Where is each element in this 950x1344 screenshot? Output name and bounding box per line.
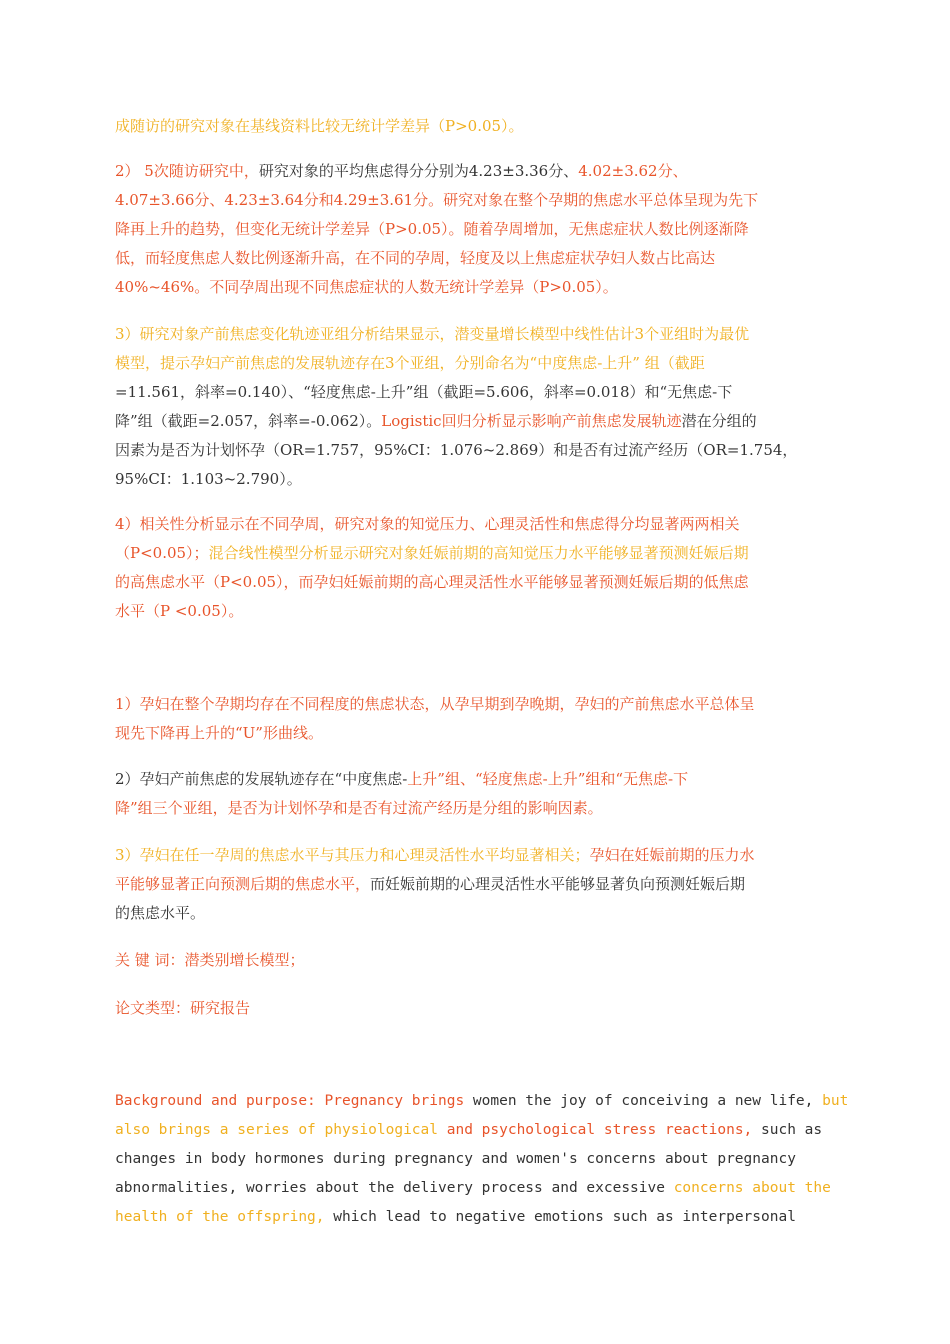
- text-segment: 关 键 词：潜类别增长模型；: [115, 951, 305, 969]
- text-segment: 上升”组、“轻度焦虑-上升”组和“无焦虑-下: [407, 770, 689, 788]
- text-segment: women the joy of conceiving a new life,: [464, 1093, 823, 1109]
- text-segment: 3）研究对象产前焦虑变化轨迹亚组分析结果显示，潜变量增长模型中线性估计3个亚组时为最优: [115, 325, 750, 343]
- text-line: [115, 765, 835, 794]
- text-segment: 混合线性模型分析显示研究对象妊娠前期的高知觉压力水平能够显著预测妊娠后期: [208, 544, 749, 562]
- text-line: [115, 539, 835, 568]
- text-segment: 成随访的研究对象在基线资料比较无统计学差异（P>0.05）。: [115, 117, 524, 135]
- paragraph-conclusion-2: [115, 765, 835, 823]
- text-segment: 水平（P <0.05）。: [115, 602, 244, 620]
- text-segment: 4.02±3.62分、: [578, 162, 688, 180]
- text-segment: 2）孕妇产前焦虑的发展轨迹存在“中度焦虑-: [115, 770, 408, 788]
- text-segment: 模型，提示孕妇产前焦虑的发展轨迹存在3个亚组，分别命名为“中度焦虑-上升” 组（截距: [115, 354, 705, 372]
- text-segment: changes in body hormones during pregnancy and women's concerns about pregnancy: [115, 1151, 796, 1167]
- text-line: [115, 597, 835, 626]
- text-segment: which lead to negative emotions such as interpersonal: [324, 1209, 796, 1225]
- text-line: [115, 1087, 849, 1116]
- text-line: [115, 407, 835, 436]
- text-segment: 降”组（截距=2.057，斜率=-0.062）。: [115, 412, 382, 430]
- text-line: [115, 690, 835, 719]
- text-segment: 低，而轻度焦虑人数比例逐渐升高，在不同的孕周，轻度及以上焦虑症状孕妇人数占比高达: [115, 249, 716, 267]
- text-segment: 论文类型：研究报告: [115, 999, 251, 1017]
- text-segment: such as: [752, 1122, 823, 1138]
- paragraph-result-2: [115, 157, 835, 302]
- text-line: [115, 994, 835, 1023]
- text-line: [115, 349, 835, 378]
- text-line: [115, 465, 835, 494]
- text-segment: 2） 5次随访研究中，: [115, 162, 259, 180]
- paper-type: [115, 994, 835, 1023]
- text-segment: （P<0.05）；: [115, 544, 209, 562]
- text-line: [115, 794, 835, 823]
- text-segment: 现先下降再上升的“U”形曲线。: [115, 724, 323, 742]
- text-segment: 的焦虑水平。: [115, 904, 206, 922]
- text-segment: 潜在分组的: [681, 412, 757, 430]
- paragraph-result-4: [115, 510, 835, 626]
- text-segment: 4.07±3.66分、4.23±3.64分和4.29±3.61分。: [115, 191, 444, 209]
- paragraph-conclusion-1: [115, 690, 835, 748]
- text-segment: =11.561，斜率=0.140）、“轻度焦虑-上升”组（截距=5.606，斜率=0.018）和“无焦虑-下: [115, 383, 733, 401]
- text-line: [115, 946, 835, 975]
- text-segment: but: [822, 1093, 849, 1109]
- text-line: [115, 1174, 835, 1203]
- text-segment: abnormalities, worries about the delivery process and excessive: [115, 1180, 674, 1196]
- paragraph-conclusion-3: [115, 841, 835, 928]
- text-line: [115, 568, 835, 597]
- text-line: [115, 510, 835, 539]
- text-segment: 降”组三个亚组，是否为计划怀孕和是否有过流产经历是分组的影响因素。: [115, 799, 603, 817]
- text-segment: 而妊娠前期的心理灵活性水平能够显著负向预测妊娠后期: [370, 875, 746, 893]
- text-segment: 因素为是否为计划怀孕（OR=1.757，95%CI：1.076~2.869）和是否有过流产经历（OR=1.754，: [115, 441, 798, 459]
- text-line: [115, 112, 835, 141]
- text-line: [115, 436, 835, 465]
- text-line: [115, 273, 835, 302]
- text-line: [115, 870, 835, 899]
- text-line: [115, 320, 835, 349]
- text-segment: and psychological stress reactions,: [446, 1122, 753, 1138]
- text-segment: 的高焦虑水平（P<0.05），而孕妇妊娠前期的高心理灵活性水平能够显著预测妊娠后期的低焦虑: [115, 573, 749, 591]
- text-line: [115, 719, 835, 748]
- paragraph-baseline-result: [115, 112, 835, 141]
- text-line: [115, 186, 835, 215]
- text-segment: 4）相关性分析显示在不同孕周，研究对象的知觉压力、心理灵活性和焦虑得分均显著两两相关: [115, 515, 740, 533]
- text-line: [115, 244, 835, 273]
- text-line: [115, 1145, 835, 1174]
- text-line: [115, 1203, 835, 1232]
- text-segment: Background and purpose: Pregnancy brings: [115, 1093, 465, 1109]
- text-segment: 40%~46%。不同孕周出现不同焦虑症状的人数无统计学差异（P>0.05）。: [115, 278, 618, 296]
- text-segment: 3）孕妇在任一孕周的焦虑水平与其压力和心理灵活性水平均显著相关；: [115, 846, 590, 864]
- text-segment: 孕妇在妊娠前期的压力水: [589, 846, 755, 864]
- text-segment: 降再上升的趋势，但变化无统计学差异（P>0.05）。随着孕周增加，无焦虑症状人数比例逐渐降: [115, 220, 749, 238]
- text-segment: 研究对象在整个孕期的焦虑水平总体呈现为先下: [443, 191, 759, 209]
- text-line: [115, 157, 835, 186]
- text-segment: also brings a series of physiological: [115, 1122, 447, 1138]
- text-segment: concerns about the: [673, 1180, 831, 1196]
- text-segment: 平能够显著正向预测后期的焦虑水平，: [115, 875, 371, 893]
- text-line: [115, 841, 835, 870]
- keywords: [115, 946, 835, 975]
- text-segment: 95%CI：1.103~2.790）。: [115, 470, 302, 488]
- text-line: [115, 215, 835, 244]
- text-segment: Logistic回归分析显示影响产前焦虑发展轨迹: [381, 412, 682, 430]
- english-abstract: [115, 1087, 849, 1232]
- paragraph-result-3: [115, 320, 835, 494]
- text-line: [115, 1116, 835, 1145]
- text-segment: 研究对象的平均焦虑得分分别为4.23±3.36分、: [258, 162, 579, 180]
- text-line: [115, 378, 835, 407]
- text-line: [115, 899, 835, 928]
- text-segment: 1）孕妇在整个孕期均存在不同程度的焦虑状态，从孕早期到孕晚期，孕妇的产前焦虑水平总体呈: [115, 695, 755, 713]
- text-segment: health of the offspring,: [115, 1209, 325, 1225]
